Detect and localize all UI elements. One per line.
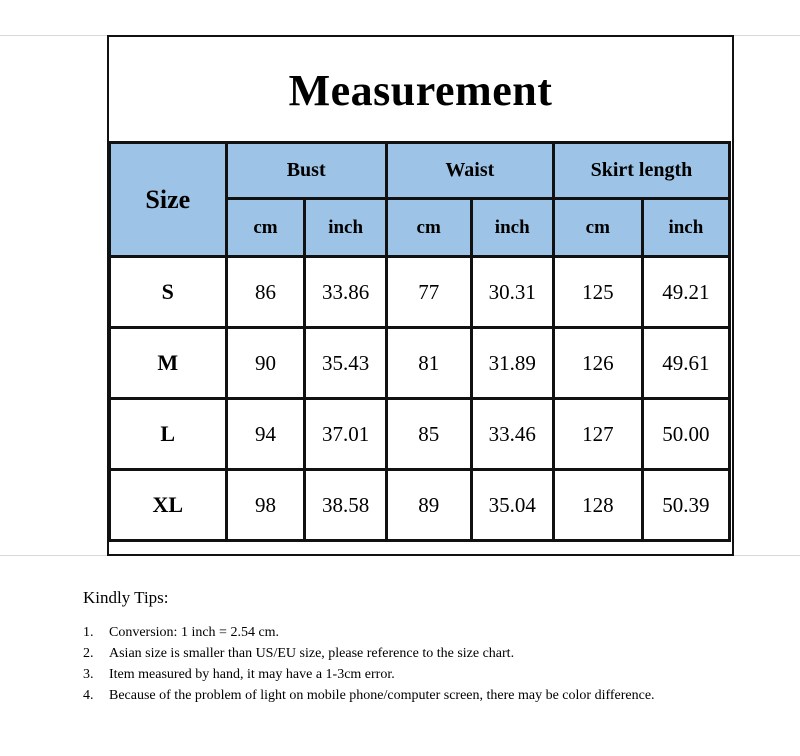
table-cell: 85 [386, 399, 471, 470]
table-cell: 49.61 [642, 328, 729, 399]
list-item [83, 643, 763, 664]
table-cell: 33.86 [305, 257, 386, 328]
table-cell: 37.01 [305, 399, 386, 470]
table-cell: 125 [553, 257, 642, 328]
table-cell: 77 [386, 257, 471, 328]
table-cell: 30.31 [471, 257, 553, 328]
table-cell: 86 [226, 257, 305, 328]
tip-text: Conversion: 1 inch = 2.54 cm. [109, 625, 280, 640]
table-cell: 31.89 [471, 328, 553, 399]
table-cell: 94 [226, 399, 305, 470]
table-cell: 128 [553, 470, 642, 541]
unit-header: cm [553, 199, 642, 257]
tip-text: Because of the problem of light on mobile phone/computer screen, there may be color difference. [109, 688, 655, 703]
tip-number: 4. [83, 688, 94, 703]
skirt-length-header: Skirt length [553, 143, 729, 199]
tips-title: Kindly Tips: [83, 588, 169, 607]
table-cell: 35.04 [471, 470, 553, 541]
size-cell: L [110, 399, 227, 470]
table-row [110, 257, 730, 328]
table-cell: 50.39 [642, 470, 729, 541]
unit-header: cm [226, 199, 305, 257]
unit-header: inch [305, 199, 386, 257]
table-cell: 127 [553, 399, 642, 470]
list-item [83, 622, 763, 643]
table-cell: 90 [226, 328, 305, 399]
tip-number: 2. [83, 646, 94, 661]
table-cell: 49.21 [642, 257, 729, 328]
unit-header: inch [642, 199, 729, 257]
tip-number: 3. [83, 667, 94, 682]
size-header: Size [110, 143, 227, 257]
table-cell: 33.46 [471, 399, 553, 470]
waist-header: Waist [386, 143, 553, 199]
tip-number: 1. [83, 625, 94, 640]
list-item [83, 664, 763, 685]
table-row [110, 470, 730, 541]
header-row-groups [110, 143, 730, 199]
tip-text: Item measured by hand, it may have a 1-3cm error. [109, 667, 395, 682]
table-cell: 126 [553, 328, 642, 399]
list-item [83, 685, 763, 706]
table-row [110, 399, 730, 470]
size-cell: XL [110, 470, 227, 541]
table-row [110, 328, 730, 399]
unit-header: cm [386, 199, 471, 257]
unit-header: inch [471, 199, 553, 257]
size-table [108, 141, 731, 542]
table-cell: 38.58 [305, 470, 386, 541]
size-chart [107, 35, 734, 556]
table-cell: 35.43 [305, 328, 386, 399]
table-cell: 89 [386, 470, 471, 541]
tip-text: Asian size is smaller than US/EU size, please reference to the size chart. [109, 646, 515, 661]
size-cell: M [110, 328, 227, 399]
chart-title: Measurement [288, 65, 553, 115]
size-cell: S [110, 257, 227, 328]
table-cell: 81 [386, 328, 471, 399]
table-cell: 50.00 [642, 399, 729, 470]
tips-list [83, 622, 763, 706]
table-cell: 98 [226, 470, 305, 541]
kindly-tips [83, 588, 763, 706]
bust-header: Bust [226, 143, 386, 199]
